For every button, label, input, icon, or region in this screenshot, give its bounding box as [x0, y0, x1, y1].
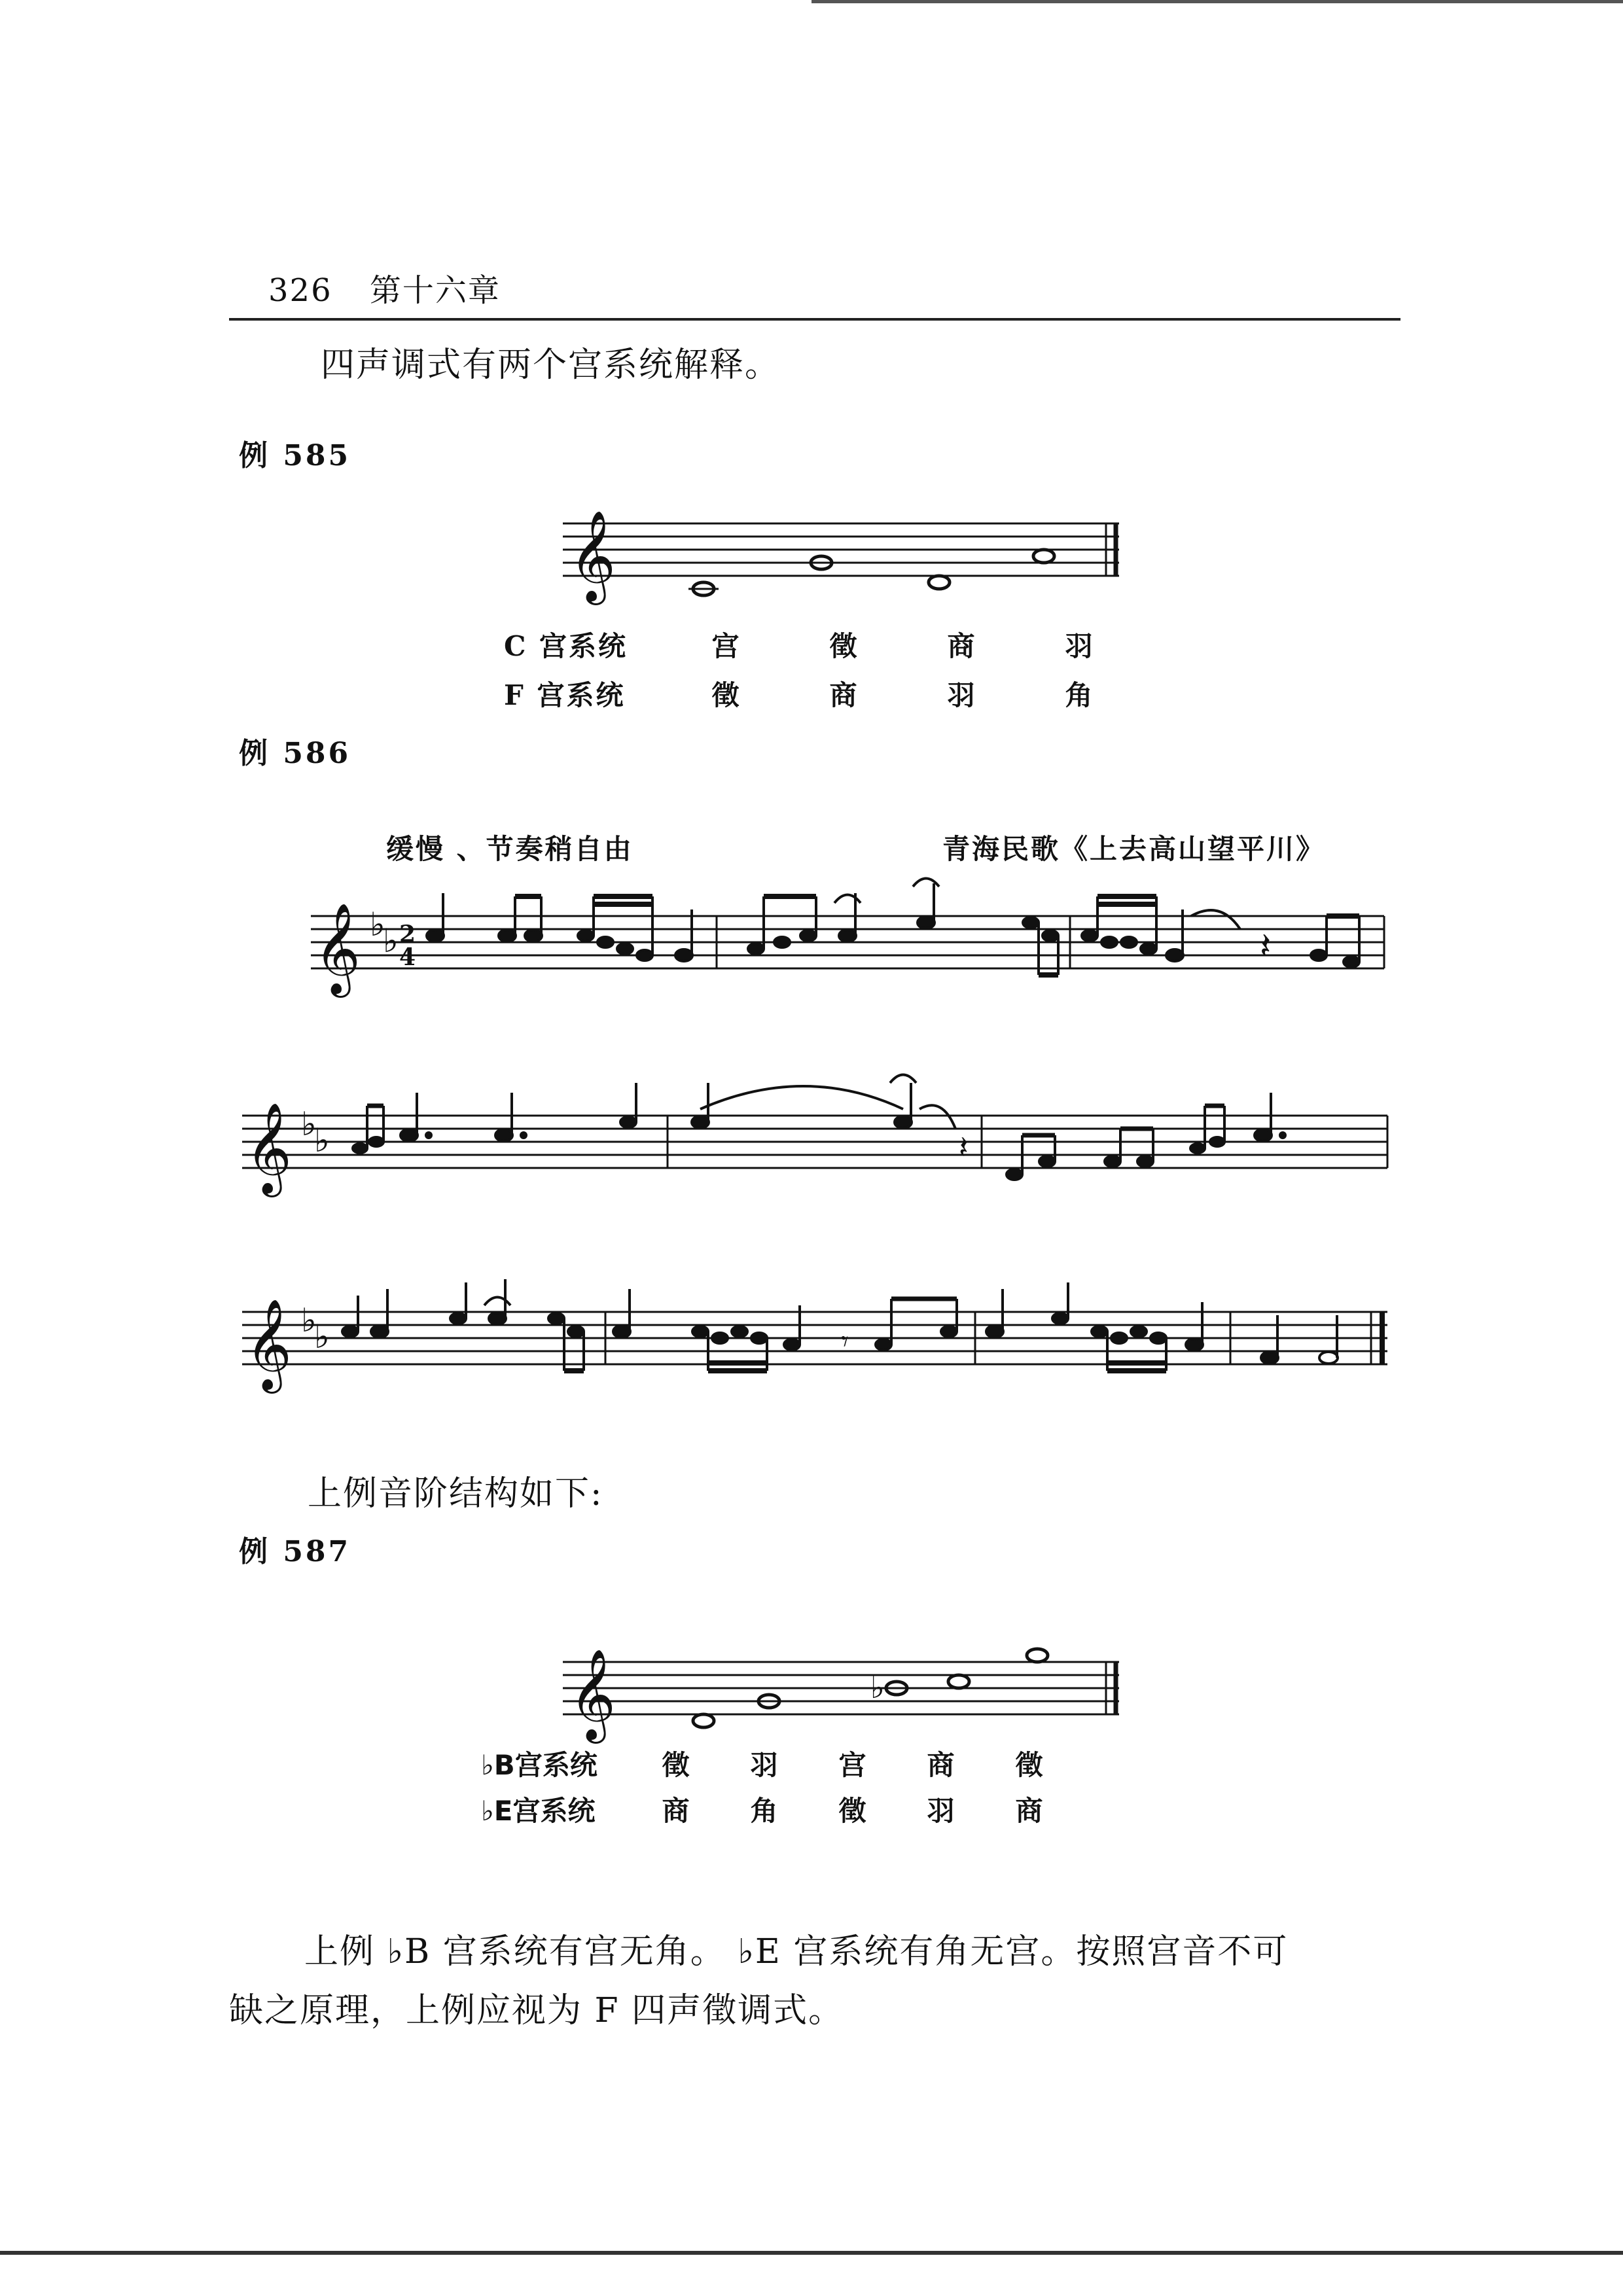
example-586-staff-2 [242, 1070, 1394, 1201]
degree-label: 宫 [838, 1749, 866, 1781]
treble-clef-icon: 𝄞 [245, 1103, 292, 1193]
example-585-staff [563, 497, 1126, 609]
svg-text:4: 4 [399, 944, 416, 971]
svg-text:𝄽: 𝄽 [1260, 925, 1272, 968]
degree-label: 羽 [947, 679, 977, 711]
svg-text:2: 2 [399, 921, 416, 948]
page-number: 326 [268, 272, 332, 309]
example-585-label: 例 585 [239, 439, 351, 472]
example-586-staff-3 [242, 1266, 1394, 1397]
degree-label: 商 [947, 630, 977, 662]
flat-icon: ♭ [314, 1318, 330, 1356]
flat-icon: ♭ [383, 922, 399, 960]
degree-label: 羽 [927, 1795, 955, 1827]
degree-label: 商 [927, 1749, 955, 1781]
intro-paragraph: 四声调式有两个宫系统解释。 [321, 345, 781, 385]
example-586-label: 例 586 [239, 737, 351, 770]
degree-label: 徵 [1015, 1749, 1043, 1781]
degree-label: 角 [750, 1795, 778, 1827]
degree-label: 羽 [750, 1749, 778, 1781]
conclusion-line-2: 缺之原理，上例应视为 F 四声徵调式。 [229, 1991, 844, 2030]
degree-label: 羽 [1065, 630, 1095, 662]
system-label: ♭B宫系统 [481, 1749, 597, 1781]
degree-label: 宫 [711, 630, 741, 662]
bottom-rule [0, 2251, 1623, 2255]
tempo-marking: 缓慢 、节奏稍自由 [386, 833, 633, 865]
system-label: C 宫系统 [504, 630, 628, 662]
flat-icon: ♭ [301, 1105, 317, 1143]
page-header [268, 265, 527, 310]
example-586-staff-1 [311, 870, 1391, 1001]
degree-label: 商 [1015, 1795, 1043, 1827]
system-label: F 宫系统 [504, 679, 626, 711]
example-585-row-1 [504, 625, 1139, 664]
flat-icon: ♭ [870, 1670, 885, 1705]
example-587-row-1 [481, 1744, 1073, 1783]
treble-clef-icon: 𝄞 [569, 510, 616, 601]
flat-icon: ♭ [301, 1301, 317, 1339]
example-587-staff [563, 1636, 1126, 1740]
example-587-label: 例 587 [239, 1535, 351, 1568]
treble-clef-icon: 𝄞 [314, 903, 361, 994]
degree-label: 徵 [838, 1795, 866, 1827]
svg-text:𝄾: 𝄾 [841, 1325, 849, 1358]
chapter-title: 第十六章 [369, 272, 501, 309]
degree-label: 商 [662, 1795, 690, 1827]
svg-text:𝄽: 𝄽 [959, 1129, 969, 1166]
conclusion-line-1: 上例 ♭B 宫系统有宫无角。 ♭E 宫系统有角无宫。按照宫音不可 [304, 1932, 1289, 1971]
degree-label: 商 [829, 679, 859, 711]
top-rule [812, 0, 1623, 3]
flat-icon: ♭ [314, 1122, 330, 1159]
header-rule [229, 318, 1400, 321]
example-585-row-2 [504, 674, 1139, 713]
song-source: 青海民歌《上去高山望平川》 [942, 833, 1326, 865]
example-587-row-2 [481, 1790, 1073, 1829]
degree-label: 徵 [662, 1749, 690, 1781]
flat-icon: ♭ [370, 906, 385, 944]
degree-label: 徵 [711, 679, 741, 711]
degree-label: 角 [1065, 679, 1095, 711]
system-label: ♭E宫系统 [481, 1795, 596, 1827]
treble-clef-icon: 𝄞 [569, 1649, 616, 1740]
scale-intro-paragraph: 上例音阶结构如下: [308, 1474, 603, 1513]
degree-label: 徵 [829, 630, 859, 662]
treble-clef-icon: 𝄞 [245, 1299, 292, 1390]
